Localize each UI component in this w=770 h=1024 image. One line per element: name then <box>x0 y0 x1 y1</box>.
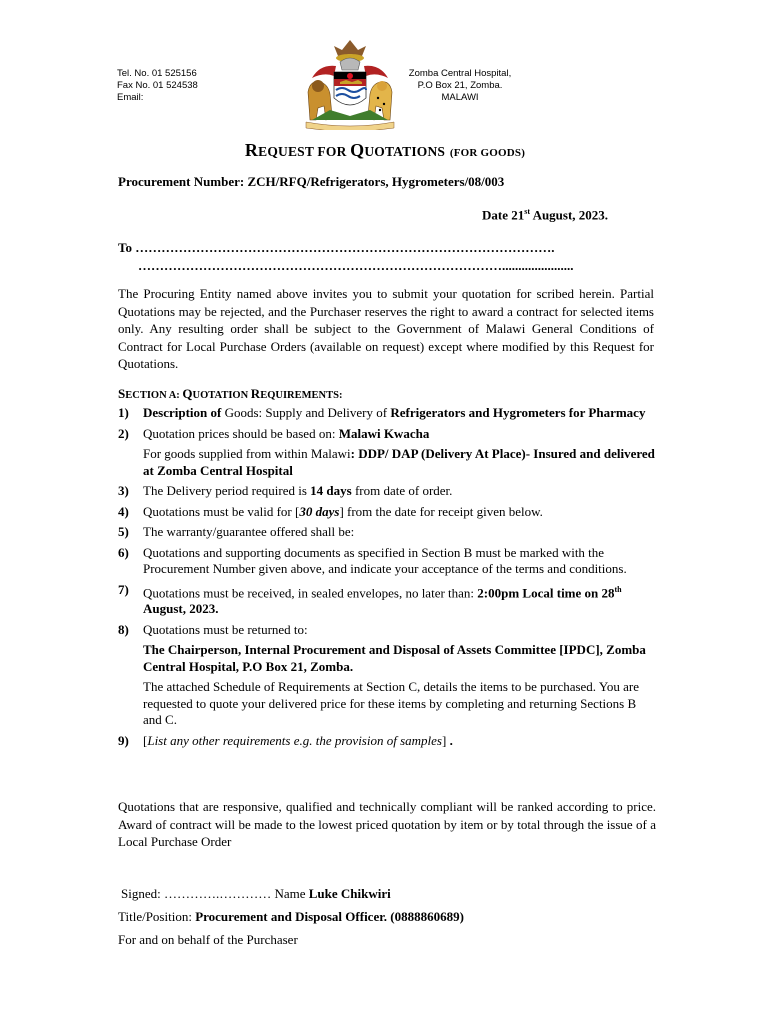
list-item <box>118 426 658 443</box>
item-number: 2) <box>118 425 129 441</box>
schedule-note: The attached Schedule of Requirements at Section C, details the items to be purchased. You are requested to quote your delivered price for these items by completing and returning Sections B and C. <box>143 679 640 728</box>
list-item <box>118 733 658 750</box>
list-item <box>118 504 658 521</box>
list-item <box>118 545 658 578</box>
item-number: 8) <box>118 621 129 637</box>
fax-number: Fax No. 01 524538 <box>117 80 198 91</box>
title-part: Q <box>350 140 365 160</box>
item-number: 1) <box>118 405 129 420</box>
contact-block <box>117 68 198 104</box>
closing-paragraph: Quotations that are responsive, qualified and technically compliant will be ranked according to price. Award of contract will be made to the lowest priced quotation by item or by total through the issue of a Local Purchase Order <box>118 799 656 849</box>
signature-line <box>121 886 391 902</box>
item-text <box>143 504 658 521</box>
text: For goods supplied from within Malawi <box>143 446 351 461</box>
signed-label: Signed: ………….………… Name <box>121 886 309 901</box>
address-block <box>398 68 522 104</box>
email-label: Email: <box>117 92 144 103</box>
item-number: 4) <box>118 503 129 519</box>
date-rest: August, 2023. <box>530 207 609 223</box>
address-line-2: P.O Box 21, Zomba. <box>417 80 503 91</box>
requirements-list <box>118 405 658 753</box>
title-suffix: (FOR GOODS) <box>449 147 526 159</box>
procurement-number: Procurement Number: ZCH/RFQ/Refrigerators, Hygrometers/08/003 <box>118 174 505 189</box>
title-position-label: Title/Position: <box>118 909 196 924</box>
list-item <box>118 483 658 500</box>
text: Quotations must be valid for [ <box>143 503 300 519</box>
item-text <box>143 405 658 422</box>
item-number: 7) <box>118 581 129 597</box>
address-line-3: MALAWI <box>441 92 479 103</box>
item-text: The warranty/guarantee offered shall be: <box>143 524 355 539</box>
text: Quotation prices should be based on: <box>143 425 339 441</box>
malawi-coat-of-arms-icon <box>290 36 410 130</box>
heading-part: S <box>118 386 126 401</box>
text-bold: August, 2023. <box>143 601 219 617</box>
item-number: 5) <box>118 524 129 539</box>
section-a-heading <box>118 386 342 402</box>
heading-part: R <box>250 386 261 401</box>
title-part: EQUEST FOR <box>258 144 351 159</box>
text: ] <box>441 732 450 748</box>
text-bold: . <box>449 732 453 748</box>
item-text <box>143 733 658 750</box>
text: [ <box>143 732 148 748</box>
item-text <box>143 582 658 618</box>
text: The Delivery period required is <box>143 483 311 498</box>
on-behalf-line: For and on behalf of the Purchaser <box>118 932 298 947</box>
text: Quotations must be received, in sealed envelopes, no later than: <box>143 584 478 600</box>
list-item <box>118 622 658 639</box>
text-bold-italic: 30 days <box>299 503 340 519</box>
date-suffix: st <box>524 207 531 216</box>
text-italic: List any other requirements e.g. the provision of samples <box>147 732 442 748</box>
to-line-1: To ……………………………………………………………………………………. <box>118 240 555 255</box>
title-part: R <box>244 140 259 160</box>
text: from date of order. <box>351 483 453 498</box>
list-item <box>118 582 658 618</box>
date-label: Date 21 <box>482 207 525 223</box>
item-number: 3) <box>118 483 129 498</box>
item-number: 6) <box>118 544 129 560</box>
text-bold: 2:00pm Local time on 28 <box>477 584 615 600</box>
text-bold: Refrigerators and Hygrometers for Pharmacy <box>390 405 646 420</box>
text: Goods: Supply and Delivery of <box>221 405 391 420</box>
heading-part: Q <box>182 386 193 401</box>
telephone-number: Tel. No. 01 525156 <box>117 68 197 79</box>
heading-part: UOTATION <box>192 390 251 401</box>
document-title <box>0 140 770 161</box>
item-text <box>143 426 658 443</box>
return-address: The Chairperson, Internal Procurement and Disposal of Assets Committee [IPDC], Zomba Central Hospital, P.O Box 21, Zomba. <box>143 642 646 674</box>
list-item <box>118 524 658 541</box>
item-number: 9) <box>118 732 129 748</box>
intro-paragraph: The Procuring Entity named above invites you to submit your quotation for scribed herein. Partial Quotations may be rejected, and the Purchaser reserves the right to award a contract for selected items only. Any resulting order shall be subject to the Government of Malawi General Conditions of Contract for Local Purchase Orders (available on request) except where modified by this Request for Quotations. <box>118 286 654 371</box>
text-bold: Malawi Kwacha <box>338 425 430 441</box>
to-line-2: …………………………………………………………………………...................... <box>138 258 574 273</box>
item-subtext <box>143 446 658 479</box>
heading-part: ECTION A: <box>125 390 183 401</box>
title-part: UOTATIONS <box>364 144 446 159</box>
text: ] from the date for receipt given below. <box>339 503 543 519</box>
item-text: Quotations must be returned to: <box>143 621 308 637</box>
document-date <box>482 207 608 223</box>
ordinal-suffix: th <box>614 584 622 594</box>
list-item <box>118 405 658 422</box>
item-text: Quotations and supporting documents as specified in Section B must be marked with the Procurement Number given above, and indicate your acceptance of the terms and conditions. <box>143 544 627 576</box>
heading-part: EQUIREMENTS: <box>260 390 343 401</box>
title-position-value: Procurement and Disposal Officer. (0888860689) <box>195 909 464 924</box>
text-bold: Description of <box>143 405 222 420</box>
address-line-1: Zomba Central Hospital, <box>408 68 512 79</box>
title-position-line <box>118 909 464 925</box>
signatory-name: Luke Chikwiri <box>308 886 391 901</box>
text-bold: : DDP/ DAP (Delivery At Place)- Insured and delivered at Zomba Central Hospital <box>143 446 655 478</box>
item-text <box>143 483 658 500</box>
text-bold: 14 days <box>310 483 352 498</box>
